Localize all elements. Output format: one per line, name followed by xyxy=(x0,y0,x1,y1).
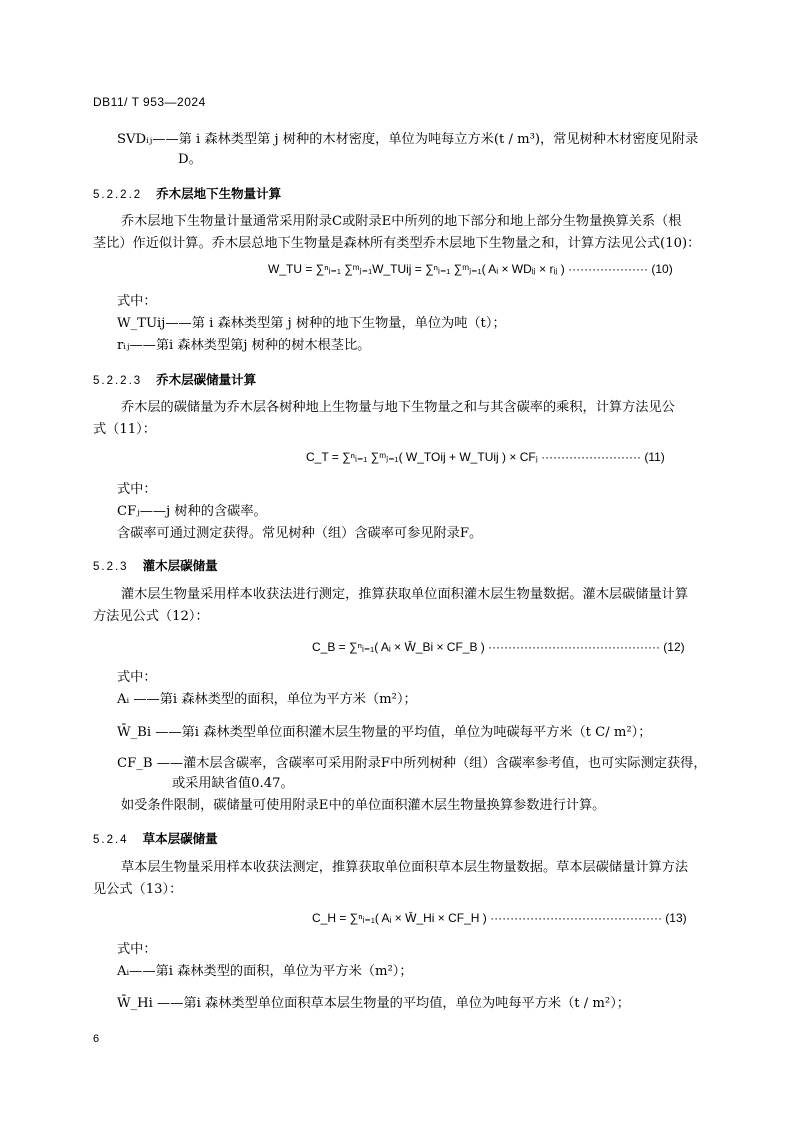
paragraph-line: 式（11）： xyxy=(93,422,156,437)
section-heading-5-2-2-2 xyxy=(93,184,281,202)
shizhong-label: 式中： xyxy=(117,942,157,957)
section-heading-5-2-4 xyxy=(93,829,218,847)
paragraph-line: 见公式（13）： xyxy=(93,882,183,897)
definition-line: rᵢⱼ——第i 森林类型第j 树种的树木根茎比。 xyxy=(117,338,371,353)
section-number: 5.2.4 xyxy=(93,834,129,846)
definition-line: Aᵢ——第i 森林类型的面积，单位为平方米（m²）； xyxy=(117,964,413,979)
section-title: 乔木层碳储量计算 xyxy=(156,372,257,387)
formula-12: C_B = ∑ⁿᵢ₌₁( Aᵢ × W̄_Bi × CF_B ) ··········································· (12) xyxy=(312,640,685,654)
definition-line: W̄_Bi ——第i 森林类型单位面积灌木层生物量的平均值，单位为吨碳每平方米（t C/ m²）； xyxy=(117,725,652,740)
definition-line: CF_B ——灌木层含碳率，含碳率可采用附录F中所列树种（组）含碳率参考值，也可实际测定获得， xyxy=(117,756,707,771)
section-title: 乔木层地下生物量计算 xyxy=(156,186,282,201)
definition-line: W̄_Hi ——第i 森林类型单位面积草本层生物量的平均值，单位为吨每平方米（t / m²）； xyxy=(117,996,630,1011)
svd-definition-line1: SVDᵢⱼ——第 i 森林类型第 j 树种的木材密度，单位为吨每立方米(t / m³)，常见树种木材密度见附录 xyxy=(117,132,699,147)
paragraph-line: 乔木层的碳储量为乔木层各树种地上生物量与地下生物量之和与其含碳率的乘积，计算方法见公 xyxy=(121,400,675,415)
section-heading-5-2-3 xyxy=(93,556,218,574)
definition-line: Aᵢ ——第i 森林类型的面积，单位为平方米（m²）； xyxy=(117,692,417,707)
section-heading-5-2-2-3 xyxy=(93,370,256,388)
page-number: 6 xyxy=(93,1033,100,1045)
definition-line: 或采用缺省值0.47。 xyxy=(172,776,294,791)
shizhong-label: 式中： xyxy=(117,294,157,309)
section-number: 5.2.2.2 xyxy=(93,189,143,201)
formula-10: W_TU = ∑ⁿᵢ₌₁ ∑ᵐⱼ₌₁W_TUij = ∑ⁿᵢ₌₁ ∑ᵐⱼ₌₁( Aᵢ × WDᵢⱼ × rᵢⱼ ) ···················· (10) xyxy=(268,262,673,276)
section-title: 灌木层碳储量 xyxy=(142,558,218,573)
formula-13: C_H = ∑ⁿᵢ₌₁( Aᵢ × W̄_Hi × CF_H ) ··········································· (13) xyxy=(312,911,687,925)
definition-line: CFⱼ——j 树种的含碳率。 xyxy=(117,504,267,519)
section-number: 5.2.2.3 xyxy=(93,375,143,387)
shizhong-label: 式中： xyxy=(117,670,157,685)
paragraph-line: 乔木层地下生物量计量通常采用附录C或附录E中所列的地下部分和地上部分生物量换算关系（根 xyxy=(121,214,682,229)
paragraph-line: 方法见公式（12）： xyxy=(93,609,209,624)
definition-line: W_TUij——第 i 森林类型第 j 树种的地下生物量，单位为吨（t）； xyxy=(117,316,506,331)
section-title: 草本层碳储量 xyxy=(142,831,218,846)
formula-11: C_T = ∑ⁿᵢ₌₁ ∑ᵐⱼ₌₁( W_TOij + W_TUij ) × CFⱼ ························· (11) xyxy=(306,450,665,464)
paragraph-line: 灌木层生物量采用样本收获法进行测定，推算获取单位面积灌木层生物量数据。灌木层碳储量计算 xyxy=(121,587,689,602)
paragraph-line: 草本层生物量采用样本收获法测定，推算获取单位面积草本层生物量数据。草本层碳储量计算方法 xyxy=(121,860,689,875)
paragraph-line: 茎比）作近似计算。乔木层总地下生物量是森林所有类型乔木层地下生物量之和，计算方法见公式(10)： xyxy=(93,236,701,251)
paragraph-line: 如受条件限制，碳储量可使用附录E中的单位面积灌木层生物量换算参数进行计算。 xyxy=(121,798,606,813)
section-number: 5.2.3 xyxy=(93,561,129,573)
svd-definition-line2: D。 xyxy=(178,152,202,167)
paragraph-line: 含碳率可通过测定获得。常见树种（组）含碳率可参见附录F。 xyxy=(117,526,483,541)
doc-header-code: DB11/ T 953—2024 xyxy=(93,95,206,109)
shizhong-label: 式中： xyxy=(117,482,157,497)
